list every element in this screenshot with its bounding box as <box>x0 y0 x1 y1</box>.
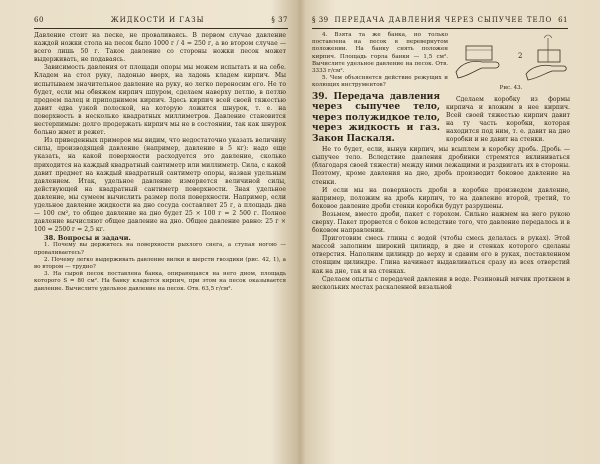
right-top-paragraph-2: 5. Чем объясняется действие режущих и колющих инструментов? <box>312 75 448 89</box>
exercise-1: 1. Почему вы держитесь на поверхности рыхлого снега, а ступая ногою — проваливаетесь? <box>34 242 286 256</box>
figure-43 <box>452 32 570 94</box>
left-page-body <box>34 32 286 293</box>
left-running-title: ЖИДКОСТИ И ГАЗЫ <box>110 16 205 24</box>
exercise-3: 3. На сырой песок поставлена банка, опирающаяся на него дном, площадь которого S = 80 см². На банку кладется кирпич, при этом на песок оказывается давление. Вычислите удельное давление на песок. Отв. 63,5 г/см². <box>34 271 286 292</box>
figure-label: 2 <box>518 52 523 60</box>
hand-brick-illustration <box>452 32 570 84</box>
left-page-number: 60 <box>34 16 44 24</box>
left-header-rule <box>34 28 288 29</box>
right-top-paragraph-1: 4. Взята та же банка, но только поставлена на песок в перевернутом положении. На банку снять положен кирпич. Площадь горла банки — 1,5 см². Вычислите удельное давление на песок. Отв. 3333 г/см². <box>312 32 448 75</box>
left-section-ref: § 37 <box>271 16 288 24</box>
exercise-title: 38. Вопросы и задачи. <box>44 234 131 243</box>
right-running-title: ПЕРЕДАЧА ДАВЛЕНИЯ ЧЕРЕЗ СЫПУЧЕЕ ТЕЛО <box>334 16 553 24</box>
left-paragraph-3: Из приведенных примеров мы видим, что недостаточно указать величину силы, производящей давление (например, давление в 5 кг): надо еще указать, на какой поверхности расходуется это давление, сколько приходится на каждый квадратный сантиметр или миллиметр. Сила, с какой давит предмет на каждый квадратный сантиметр опоры, назван удельным давлением. Итак, удельное давление измеряется величиной силы, действующей на квадратный сантиметр поверхности. Зная удельное давление, мы сумеем вычислить размер поля поверхности. Например, если удельное давление жидкости на дно сосуда составляет 25 г, а площадь дна — 100 см², то общее давление на дно будет 25 × 100 г = 2 500 г. Полное давление вычисляют общее давление на дно. Общее давление равно: 25 г × 100 = 2500 г = 2,5 кг. <box>34 137 286 234</box>
right-paragraph-1: Сделаем коробку из формы кирпича и вложим в нее кирпич. Всей своей тяжестью кирпич давит на ту часть коробки, которая находится под ним, т. е. давит на дно коробки и не давит на стенки. <box>446 96 570 144</box>
right-section-ref: § 39 <box>312 16 329 24</box>
left-paragraph-1: Давление стоит на песке, не проваливаясь. В первом случае давление каждой ножки стола на песок было 1000 г / 4 = 250 г, а во втором случае — всего лишь 50 г. Такое давление со стороны ножки песок может выдерживать, не подаваясь. <box>34 32 286 64</box>
right-header-rule <box>312 28 568 29</box>
section-39-heading: 39. Передача давления через сыпучее тело, через полужидкое тело, через жидкость и газ. Закон Паскаля. <box>312 91 440 144</box>
left-page <box>0 0 296 464</box>
right-paragraph-5: Приготовим смесь глины с водой (чтобы смесь делалась в руках). Этой массой заполним широкий цилиндр, в дне и стенках которого сделаны отверстия. Наполним цилиндр до верху и сдавим его в руках, поставленном стоящим цилиндре. Глина начинает выдавливаться сразу из всех отверстий как на дне, так и на стенках. <box>312 235 570 275</box>
right-paragraph-6: Сделаем опыты с передачей давления в воде. Резиновый мячик проткнем в нескольких местах раскаленной вязальной <box>312 275 570 291</box>
figure-caption: Рис. 43. <box>499 85 523 91</box>
right-paragraph-2: Не то будет, если, вынув кирпич, мы всыплем в коробку дробь. Дробь — сыпучее тело. Вследствие давления дробинки стремятся вклиниваться (благодаря своей тяжести) между ними лежащими и раздвигать их в стороны. Поэтому, кроме давления на дно, дробь производит боковое давление на стенки. <box>312 146 570 186</box>
right-page <box>304 0 600 464</box>
right-paragraph-4: Возьмем, вместо дроби, пакет с горохом. Сильно нажмем на него рукою сверху. Пакет прорвется с боков вследствие того, что давление передалось и в боковом направлении. <box>312 210 570 235</box>
right-page-number: 61 <box>558 16 568 24</box>
exercise-2: 2. Почему легко выдерживать давление вилки и шерсти гвоздики (рис. 42, 1), а во втором — трудно? <box>34 256 286 271</box>
right-paragraph-3: И если мы на поверхность дроби в коробке произведем давление, например, положим на дробь кирпич, то на давление второй, третий, то боковое давление дроби стенки коробки будут разрушены. <box>312 186 570 210</box>
left-page-header <box>34 14 288 26</box>
left-paragraph-2: Зависимость давления от площади опоры мы можем испытать и на себе. Кладем на стол руку, ладонью вверх, на ладонь кладем кирпич. Мы испытываем значительное давление на руку, но легко переносим его. Не то будет, если мы обвяжем кирпич шпуром, сделаем наверху петлю, в петлю продеем палец и приподнимем кирпич. Здесь кирпич всей своей тяжестью давит едва узкой полоской, на которую ложится шнурок, т. е. на поверхность в несколько квадратных миллиметров. Давление становится нестерпимым: долго продержать кирпич мы не в состоянии, так как шнурок больно жмет и режет. <box>34 64 286 137</box>
right-page-body <box>312 32 570 292</box>
right-page-header <box>312 14 568 26</box>
